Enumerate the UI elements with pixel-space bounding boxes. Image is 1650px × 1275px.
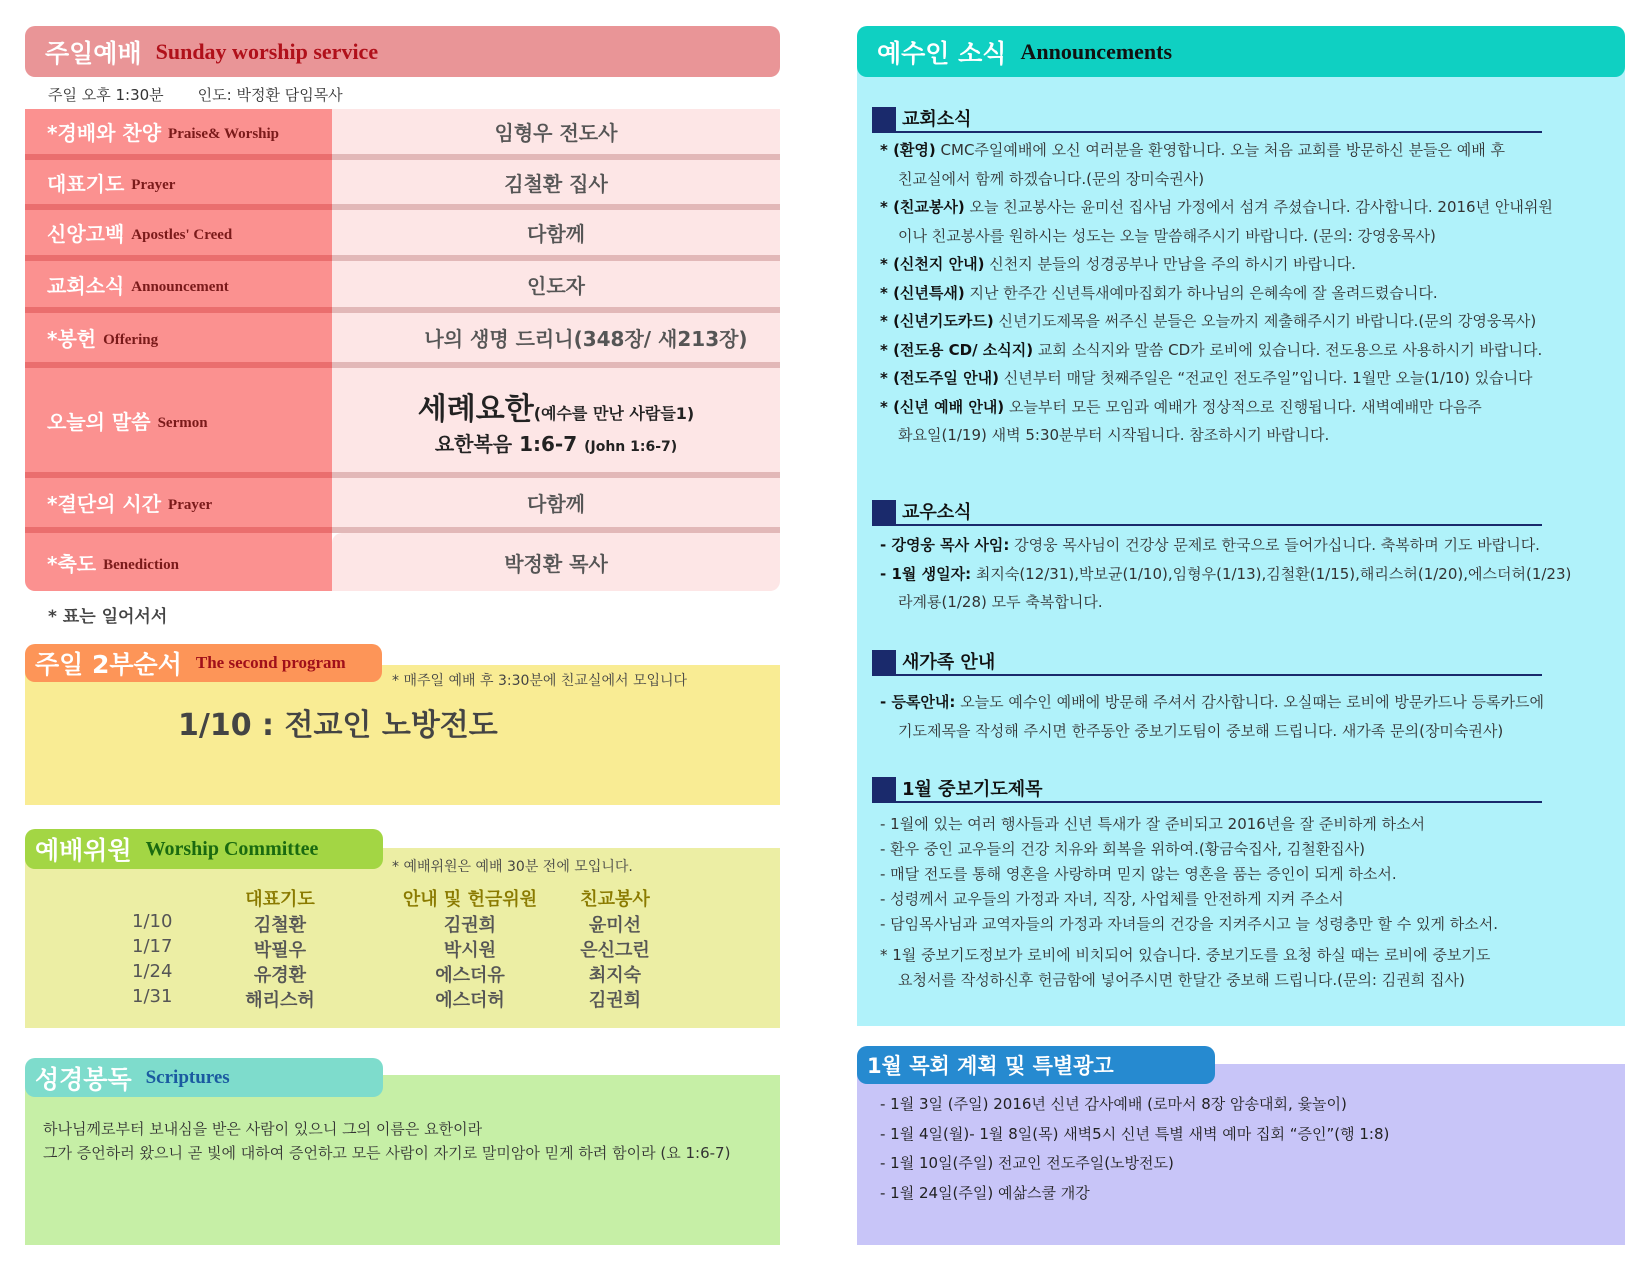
committee-cell: 박시원 [443, 940, 497, 961]
committee-cell: 김권희 [443, 915, 497, 936]
order-label [25, 478, 332, 533]
committee-header [25, 829, 383, 869]
committee-cell: 1/24 [132, 961, 173, 982]
item-text: 신천지 분들의 성경공부나 만남을 주의 하시기 바랍니다. [984, 255, 1356, 273]
item-continuation: 기도제목을 작성해 주시면 한주동안 중보기도팀이 중보해 드립니다. 새가족 문의(장미숙권사) [898, 721, 1504, 740]
order-label-en: Prayer [168, 497, 213, 513]
plan-title: 1월 목회 계획 및 특별광고 [867, 1054, 1114, 1078]
order-label [25, 261, 332, 313]
announcement-list [880, 136, 1600, 450]
item-text: 오늘 친교봉사는 윤미선 집사님 가정에서 섬겨 주셨습니다. 감사합니다. 2016년 안내위원 [964, 198, 1553, 216]
standing-note: * 표는 일어서서 [48, 607, 168, 627]
order-row [25, 368, 780, 478]
announcement-item [880, 912, 1600, 937]
order-label-ko: 교회소식 [47, 273, 125, 298]
plan-list [880, 1090, 1389, 1208]
second-program-note: * 매주일 예배 후 3:30분에 친교실에서 모입니다 [392, 673, 688, 689]
scripture-line: 그가 증언하러 왔으니 곧 빛에 대하여 증언하고 모든 사람이 자기로 말미암아 믿게 하려 함이라 (요 1:6-7) [43, 1144, 731, 1162]
announcement-item [880, 943, 1600, 968]
order-label [25, 210, 332, 261]
order-row [25, 109, 780, 160]
item-continuation: 화요일(1/19) 새벽 5:30분부터 시작됩니다. 참조하시기 바랍니다. [898, 426, 1330, 444]
order-value: 다함께 [332, 210, 780, 261]
worship-title-ko: 주일예배 [45, 38, 142, 68]
committee-cell: 은신그린 [580, 940, 650, 961]
square-bullet-icon [872, 650, 896, 674]
worship-header [25, 26, 780, 77]
item-key: * (신년기도카드) [880, 312, 994, 330]
item-key: * (전도주일 안내) [880, 369, 999, 387]
order-row [25, 533, 780, 591]
committee-cell: 윤미선 [588, 915, 642, 936]
item-text: 신년부터 매달 첫째주일은 “전교인 전도주일”입니다. 1월만 오늘(1/10) 있습니다 [998, 369, 1533, 387]
announcement-item [880, 837, 1600, 862]
item-text: - 1월에 있는 여러 행사들과 신년 특새가 잘 준비되고 2016년을 잘 준비하게 하소서 [880, 815, 1426, 833]
item-continuation: 라계룡(1/28) 모두 축복합니다. [898, 593, 1103, 611]
announcement-list [880, 688, 1600, 745]
committee-cell: 박필우 [253, 940, 307, 961]
item-text: 오늘도 예수인 예배에 방문해 주셔서 감사합니다. 오실때는 로비에 방문카드나 등록카드에 [955, 693, 1545, 711]
committee-cell: 1/10 [132, 911, 173, 932]
order-label [25, 533, 332, 591]
announcement-item [880, 393, 1600, 422]
order-label-en: Announcement [131, 278, 229, 295]
committee-header-cell: 안내 및 헌금위원 [402, 889, 538, 910]
worship-leader: 인도: 박정환 담임목사 [197, 86, 343, 104]
item-key: * (친교봉사) [880, 198, 965, 216]
second-title-ko: 주일 2부순서 [35, 650, 182, 679]
item-key: * (전도용 CD/ 소식지) [880, 340, 1034, 359]
order-label-ko: 신앙고백 [47, 222, 125, 246]
item-text: - 환우 중인 교우들의 건강 치유와 회복을 위하여.(황금숙집사, 김철환집사) [880, 840, 1366, 858]
committee-cell: 1/31 [132, 986, 173, 1007]
item-text: - 매달 전도를 통해 영혼을 사랑하며 믿지 않는 영혼을 품는 증인이 되게 하소서. [880, 865, 1397, 883]
committee-note: * 예배위원은 예배 30분 전에 모입니다. [392, 859, 633, 875]
order-label [25, 368, 332, 478]
announcement-item [880, 279, 1600, 308]
announcement-list [880, 812, 1600, 993]
plan-header [857, 1046, 1215, 1084]
order-row [25, 261, 780, 313]
plan-item: - 1월 24일(주일) 예삶스쿨 개강 [880, 1183, 1090, 1202]
announcement-item [880, 862, 1600, 887]
order-label-en: Offering [103, 332, 159, 348]
scripture-header [25, 1058, 383, 1097]
section-title: 1월 중보기도제목 [902, 779, 1043, 800]
worship-title-en: Sunday worship service [155, 38, 379, 64]
order-row [25, 160, 780, 210]
committee-cell: 에스더유 [435, 965, 505, 986]
announcements-header [857, 26, 1625, 77]
sermon-ref: 요한복음 1:6-7 [434, 431, 578, 456]
square-bullet-icon [872, 777, 896, 801]
order-value: 다함께 [332, 478, 780, 533]
order-row [25, 313, 780, 368]
committee-title-en: Worship Committee [145, 837, 319, 860]
announcement-item [880, 812, 1600, 837]
order-label-en: Prayer [131, 176, 176, 193]
order-label-en: Praise& Worship [168, 126, 280, 142]
announcement-item [880, 336, 1600, 365]
committee-cell: 김철환 [253, 915, 307, 936]
item-key: - 1월 생일자: [880, 564, 972, 583]
announcement-item [880, 136, 1600, 165]
section-title: 교회소식 [902, 109, 972, 130]
committee-cell: 김권희 [588, 990, 642, 1011]
section-title: 새가족 안내 [902, 652, 996, 673]
order-label-en: Apostles' Creed [131, 227, 233, 243]
item-key: * (신년특새) [880, 283, 965, 302]
order-label [25, 313, 332, 368]
item-key: * (신천지 안내) [880, 255, 985, 273]
order-label-ko: 오늘의 말씀 [47, 409, 151, 434]
order-label [25, 109, 332, 160]
order-label-ko: *봉헌 [47, 327, 97, 351]
announcement-section-header [872, 775, 1542, 803]
announcement-item [880, 250, 1600, 279]
committee-cell: 유경환 [253, 965, 307, 986]
order-label-ko: *결단의 시간 [47, 492, 162, 516]
worship-time: 주일 오후 1:30분 [48, 86, 164, 104]
announcement-list [880, 531, 1600, 617]
order-row [25, 210, 780, 261]
plan-item: - 1월 10일(주일) 전교인 전도주일(노방전도) [880, 1154, 1174, 1172]
announcement-section-header [872, 648, 1542, 676]
announcement-item [880, 307, 1600, 336]
announcement-item [880, 193, 1600, 222]
worship-info [48, 84, 343, 105]
scripture-line: 하나님께로부터 보내심을 받은 사람이 있으니 그의 이름은 요한이라 [43, 1120, 483, 1138]
item-continuation: 친교실에서 함께 하겠습니다.(문의 장미숙권사) [898, 169, 1205, 188]
order-value: 김철환 집사 [332, 160, 780, 210]
plan-item: - 1월 4일(월)- 1월 8일(목) 새벽5시 신년 특별 새벽 예마 집회 “증인”(행 1:8) [880, 1124, 1390, 1143]
sermon-subtitle: (예수를 만난 사람들1) [533, 403, 695, 423]
sermon-cell [332, 368, 780, 478]
item-text: CMC주일예배에 오신 여러분을 환영합니다. 오늘 처음 교회를 방문하신 분들은 예배 후 [935, 141, 1506, 159]
committee-cell: 해리스허 [245, 990, 315, 1011]
section-title: 교우소식 [902, 502, 972, 523]
order-label [25, 160, 332, 210]
order-value: 인도자 [332, 261, 780, 313]
announcement-section-header [872, 498, 1542, 526]
announcement-section-header [872, 105, 1542, 133]
item-text: * 1월 중보기도정보가 로비에 비치되어 있습니다. 중보기도를 요청 하실 때는 로비에 중보기도 [880, 946, 1491, 964]
order-label-en: Benediction [103, 556, 179, 573]
announcements-title-en: Announcements [1020, 38, 1173, 64]
item-text: 신년기도제목을 써주신 분들은 오늘까지 제출해주시기 바랍니다.(문의 강영웅목사) [993, 312, 1537, 330]
item-key: - 강영웅 목사 사임: [880, 536, 1010, 554]
committee-cell: 에스더허 [435, 990, 505, 1011]
announcement-item [880, 560, 1600, 589]
order-value: 나의 생명 드리니(348장/ 새213장) [332, 313, 780, 368]
announcement-item [880, 364, 1600, 393]
order-label-ko: 대표기도 [47, 171, 125, 196]
announcement-item [880, 531, 1600, 560]
second-program-content: 1/10 : 전교인 노방전도 [178, 708, 498, 743]
plan-item: - 1월 3일 (주일) 2016년 신년 감사예배 (로마서 8장 암송대회, 윷놀이) [880, 1095, 1347, 1113]
committee-header-cell: 친교봉사 [580, 889, 650, 910]
order-label-ko: *축도 [47, 551, 97, 576]
order-label-ko: *경배와 찬양 [47, 121, 162, 145]
committee-cell: 1/17 [132, 936, 173, 957]
order-row [25, 478, 780, 533]
item-key: * (환영) [880, 141, 936, 159]
second-title-en: The second program [195, 653, 346, 672]
scripture-text [43, 1117, 730, 1165]
item-text: 교회 소식지와 말씀 CD가 로비에 있습니다. 전도용으로 사용하시기 바랍니다. [1033, 340, 1543, 359]
item-continuation: 요청서를 작성하신후 헌금함에 넣어주시면 한달간 중보해 드립니다.(문의: 김권희 집사) [898, 971, 1465, 989]
item-key: * (신년 예배 안내) [880, 397, 1005, 416]
item-text: - 담임목사님과 교역자들의 가정과 자녀들의 건강을 지켜주시고 늘 성령충만 할 수 있게 하소서. [880, 915, 1499, 933]
item-text: 최지숙(12/31),박보균(1/10),임형우(1/13),김철환(1/15),해리스허(1/20),에스더허(1/23) [971, 564, 1572, 583]
second-program-header [25, 644, 382, 682]
sermon-ref-en: (John 1:6-7) [584, 438, 678, 455]
committee-cell: 최지숙 [588, 965, 642, 986]
item-text: 오늘부터 모든 모임과 예배가 정상적으로 진행됩니다. 새벽예배만 다음주 [1004, 397, 1482, 416]
order-label-en: Sermon [157, 414, 208, 431]
scripture-title-ko: 성경봉독 [35, 1064, 132, 1094]
item-text: 강영웅 목사님이 건강상 문제로 한국으로 들어가십니다. 축복하며 기도 바랍니다. [1009, 536, 1540, 554]
scripture-title-en: Scriptures [145, 1066, 230, 1088]
announcement-item [880, 887, 1600, 912]
square-bullet-icon [872, 107, 896, 131]
order-value: 박정환 목사 [332, 533, 780, 591]
item-continuation: 이나 친교봉사를 원하시는 성도는 오늘 말씀해주시기 바랍니다. (문의: 강영웅목사) [898, 226, 1436, 245]
committee-header-cell: 대표기도 [245, 889, 315, 910]
item-text: - 성령께서 교우들의 가정과 자녀, 직장, 사업체를 안전하게 지켜 주소서 [880, 890, 1344, 908]
announcements-title-ko: 예수인 소식 [877, 38, 1007, 68]
committee-title-ko: 예배위원 [35, 836, 132, 865]
announcement-item [880, 688, 1600, 717]
item-key: - 등록안내: [880, 693, 956, 711]
sermon-title: 세례요한 [417, 391, 534, 427]
item-text: 지난 한주간 신년특새예마집회가 하나님의 은혜속에 잘 올려드렸습니다. [964, 283, 1438, 302]
order-value: 임형우 전도사 [332, 109, 780, 160]
square-bullet-icon [872, 500, 896, 524]
